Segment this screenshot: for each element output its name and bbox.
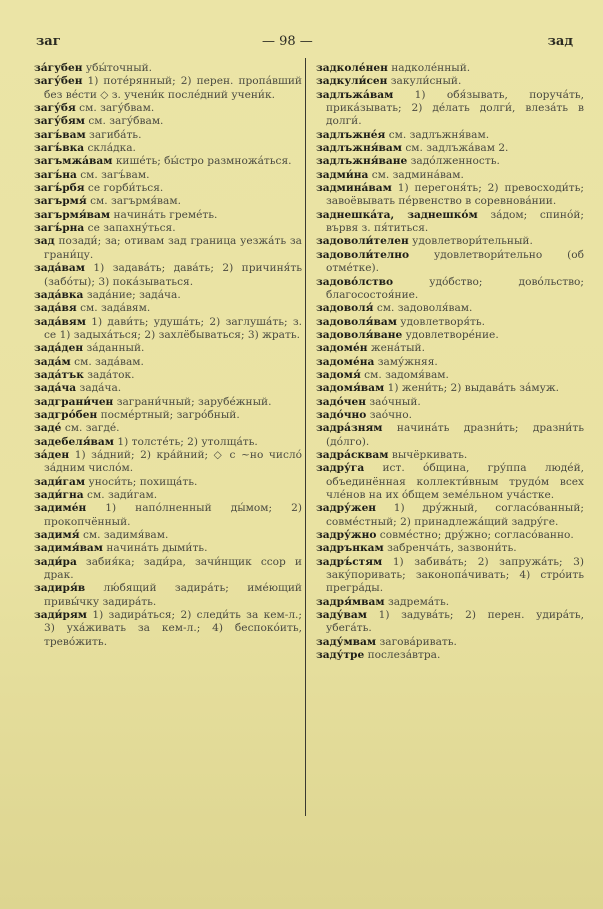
headword: загърмя́ bbox=[34, 195, 87, 208]
dictionary-entry bbox=[34, 356, 302, 369]
headword: задо́чен bbox=[316, 395, 366, 408]
headword: задоволя́ване bbox=[316, 328, 403, 341]
headword: за́ден bbox=[34, 448, 70, 461]
headword: задлъжня́ване bbox=[316, 155, 408, 168]
definition: се запахну́ться. bbox=[87, 222, 176, 235]
headword: задомя́вам bbox=[316, 382, 385, 395]
headword: задра́зням bbox=[316, 422, 383, 435]
headword: задру́га bbox=[316, 462, 365, 475]
dictionary-entry bbox=[34, 209, 302, 222]
definition: забренча́ть, зазвони́ть. bbox=[387, 542, 517, 555]
dictionary-entry bbox=[34, 556, 302, 583]
definition: загрaни́чный; зарубе́жный. bbox=[116, 395, 272, 408]
dictionary-entry bbox=[34, 436, 302, 449]
headword: задра́сквам bbox=[316, 448, 389, 461]
headword: заду́мвам bbox=[316, 635, 377, 648]
dictionary-entry bbox=[316, 502, 584, 529]
right-guide-word: зад bbox=[547, 34, 573, 49]
headword: зада́тък bbox=[34, 368, 84, 381]
headword: задгро́бен bbox=[34, 408, 98, 421]
definition: удовлетворе́ние. bbox=[405, 328, 499, 341]
headword: зада́вам bbox=[34, 262, 85, 275]
dictionary-entry bbox=[316, 276, 584, 303]
headword: задлъжня́вам bbox=[316, 142, 402, 155]
definition: 1) дру́жный, согласо́ванный; совме́стный; 2) принадлежа́щий задру́ге. bbox=[326, 502, 584, 528]
headword: загъмжа́вам bbox=[34, 155, 113, 168]
headword: загу́бен bbox=[34, 75, 83, 88]
dictionary-entry bbox=[34, 75, 302, 102]
headword: задкули́сен bbox=[316, 75, 388, 88]
definition: начина́ть греме́ть. bbox=[113, 208, 218, 221]
definition: 1) поте́рянный; 2) перен. пропа́вший без ве́сти ◇ з. учени́к после́дний учени́к. bbox=[44, 75, 302, 101]
definition: начина́ть дыми́ть. bbox=[106, 542, 208, 555]
dictionary-entry bbox=[34, 422, 302, 435]
definition: вычёркивать. bbox=[391, 448, 468, 461]
headword: задколе́нен bbox=[316, 62, 388, 74]
headword: заду́тре bbox=[316, 649, 365, 662]
dictionary-entry bbox=[34, 369, 302, 382]
definition: зао́чно. bbox=[369, 408, 412, 421]
dictionary-entry bbox=[316, 249, 584, 276]
definition: уноси́ть; похища́ть. bbox=[88, 475, 198, 488]
dictionary-entry bbox=[316, 182, 584, 209]
dictionary-entry bbox=[316, 89, 584, 129]
dictionary-entry bbox=[34, 235, 302, 262]
dictionary-entry bbox=[34, 609, 302, 649]
dictionary-entry bbox=[34, 62, 302, 75]
headword: задоме́н bbox=[316, 342, 368, 355]
definition: см. зада́вям. bbox=[80, 302, 151, 315]
headword: загъ́рбя bbox=[34, 182, 85, 195]
definition: за́данный. bbox=[86, 342, 145, 355]
definition: см. зада́вам. bbox=[74, 355, 144, 368]
definition: 1) задава́ть; дава́ть; 2) причиня́ть (забо́ты); 3) пока́зываться. bbox=[44, 262, 302, 288]
headword: зади́гам bbox=[34, 475, 86, 488]
definition: задо́лженность. bbox=[410, 155, 500, 168]
definition: скла́дка. bbox=[87, 142, 136, 155]
dictionary-entry bbox=[316, 396, 584, 409]
dictionary-entry bbox=[316, 62, 584, 75]
headword: задми́на bbox=[316, 168, 369, 181]
definition: 1) за́дний; 2) кра́йний; ◇ с ~но число́ за́дним число́м. bbox=[44, 448, 302, 475]
page-number: — 98 — bbox=[262, 34, 313, 49]
dictionary-entry bbox=[316, 409, 584, 422]
headword: задимя́вам bbox=[34, 542, 103, 555]
headword: загъ́на bbox=[34, 168, 77, 181]
dictionary-entry bbox=[316, 649, 584, 662]
headword: зада́вка bbox=[34, 288, 84, 301]
headword: задлъжа́вам bbox=[316, 88, 394, 101]
dictionary-entry bbox=[316, 209, 584, 236]
definition: совме́стно; дру́жно; согласо́ванно. bbox=[379, 529, 574, 542]
headword: задлъжне́я bbox=[316, 128, 386, 141]
headword: задоволи́телно bbox=[316, 248, 410, 261]
dictionary-entry bbox=[316, 422, 584, 449]
definition: 1) перегоня́ть; 2) превосходи́ть; завоёвывать пе́рвенство в соревнова́нии. bbox=[326, 182, 584, 208]
definition: 1) задува́ть; 2) перен. удира́ть, убега́ть. bbox=[326, 609, 585, 635]
definition: начина́ть дразни́ть; дразни́ть (до́лго). bbox=[326, 422, 584, 448]
headword: задграни́чен bbox=[34, 395, 114, 408]
dictionary-entry bbox=[34, 529, 302, 542]
definition: зада́ток. bbox=[87, 368, 135, 381]
headword: загъ́вка bbox=[34, 142, 85, 155]
definition: удо́бство; дово́льство; благосостоя́ние. bbox=[326, 275, 584, 301]
definition: 1) задира́ться; 2) следи́ть за кем-л.; 3) уха́живать за кем-л.; 4) беспоко́ить, трево́жить. bbox=[44, 609, 302, 648]
definition: забия́ка; зади́ра, зачи́нщик ссор и драк. bbox=[44, 555, 302, 582]
headword: задря́мвам bbox=[316, 595, 385, 608]
dictionary-entry bbox=[316, 529, 584, 542]
definition: см. задомя́вам. bbox=[364, 368, 449, 381]
dictionary-entry bbox=[316, 382, 584, 395]
headword: зада́ден bbox=[34, 342, 84, 355]
dictionary-entry bbox=[316, 596, 584, 609]
dictionary-entry bbox=[34, 489, 302, 502]
definition: за́дом; спино́й; вървя з. пя́титься. bbox=[326, 208, 584, 235]
headword: задоволи́телен bbox=[316, 235, 409, 248]
dictionary-entry bbox=[34, 129, 302, 142]
dictionary-entry bbox=[316, 369, 584, 382]
dictionary-entry bbox=[316, 609, 584, 636]
dictionary-entry bbox=[316, 449, 584, 462]
dictionary-entry bbox=[34, 262, 302, 289]
dictionary-entry bbox=[34, 502, 302, 529]
definition: надколе́нный. bbox=[391, 62, 471, 74]
definition: зада́ние; зада́ча. bbox=[86, 288, 181, 301]
headword: задмина́вам bbox=[316, 182, 392, 195]
left-guide-word: заг bbox=[36, 34, 61, 49]
dictionary-entry bbox=[34, 382, 302, 395]
dictionary-entry bbox=[34, 195, 302, 208]
headword: зада́м bbox=[34, 355, 71, 368]
column-divider bbox=[305, 58, 306, 816]
definition: загиба́ть. bbox=[89, 128, 142, 141]
headword: задо́чно bbox=[316, 408, 367, 421]
dictionary-entry bbox=[316, 316, 584, 329]
definition: посме́ртный; загро́бный. bbox=[100, 408, 240, 421]
dictionary-entry bbox=[34, 182, 302, 195]
definition: см. задоволя́вам. bbox=[376, 302, 473, 315]
headword: задиме́н bbox=[34, 502, 87, 515]
dictionary-entry bbox=[34, 396, 302, 409]
definition: 1) дави́ть; удуша́ть; 2) заглуша́ть; з. се 1) задыха́ться; 2) захлёбываться; 3) жрать. bbox=[44, 315, 302, 341]
dictionary-entry bbox=[316, 155, 584, 168]
headword: задру́жно bbox=[316, 529, 377, 542]
right-column bbox=[316, 62, 584, 662]
dictionary-entry bbox=[34, 142, 302, 155]
headword: задру́жен bbox=[316, 502, 377, 515]
definition: см. загде́. bbox=[64, 422, 120, 435]
definition: заму́жняя. bbox=[377, 355, 438, 368]
definition: удовлетвори́тельный. bbox=[412, 235, 533, 248]
headword: загу́бя bbox=[34, 102, 76, 115]
definition: 1) напо́лненный ды́мом; 2) прокопчённый. bbox=[44, 502, 302, 528]
headword: загърмя́вам bbox=[34, 208, 111, 221]
headword: задиря́в bbox=[34, 582, 86, 595]
dictionary-entry bbox=[34, 222, 302, 235]
dictionary-entry bbox=[316, 75, 584, 88]
headword: задомя́ bbox=[316, 368, 361, 381]
dictionary-entry bbox=[34, 409, 302, 422]
dictionary-entry bbox=[316, 142, 584, 155]
headword: загъ́рна bbox=[34, 222, 85, 235]
definition: ист. о́бщина, гру́ппа люде́й, объединённая коллекти́вным трудо́м всех чле́нов на их о́бщем земе́льном уча́стке. bbox=[326, 462, 584, 501]
definition: см. загу́бвам. bbox=[79, 102, 155, 115]
headword: загу́бям bbox=[34, 115, 85, 128]
dictionary-entry bbox=[316, 636, 584, 649]
definition: 1) забива́ть; 2) запружа́ть; 3) заку́поривать; законопа́чивать; 4) стро́ить прегра́ды. bbox=[326, 555, 585, 595]
headword: зада́вям bbox=[34, 315, 86, 328]
definition: жена́тый. bbox=[370, 342, 425, 355]
dictionary-entry bbox=[34, 302, 302, 315]
headword: зада́ча bbox=[34, 382, 77, 395]
dictionary-entry bbox=[34, 476, 302, 489]
definition: зада́ча. bbox=[79, 382, 122, 395]
headword: зади́рям bbox=[34, 609, 87, 622]
headword: задоволя́вам bbox=[316, 315, 397, 328]
headword: задрънкам bbox=[316, 542, 384, 555]
definition: позади́; за; отивам зад граница уезжа́ть за грани́цу. bbox=[44, 235, 302, 261]
definition: 1) обя́зывать, поруча́ть, прика́зывать; 2) де́лать долги́, влеза́ть в долги́. bbox=[326, 88, 584, 128]
definition: см. загъ́вам. bbox=[80, 168, 150, 181]
definition: се горби́ться. bbox=[87, 182, 164, 195]
dictionary-entry bbox=[316, 329, 584, 342]
headword: задоме́на bbox=[316, 355, 375, 368]
headword: задебеля́вам bbox=[34, 435, 114, 448]
definition: см. задлъжня́вам. bbox=[388, 128, 490, 141]
dictionary-entry bbox=[34, 582, 302, 609]
definition: см. зади́гам. bbox=[87, 489, 158, 501]
definition: задрема́ть. bbox=[387, 595, 450, 608]
headword: заднешка́та, заднешко́м bbox=[316, 208, 478, 221]
definition: кише́ть; бы́стро размножа́ться. bbox=[115, 155, 292, 168]
headword: заду́вам bbox=[316, 609, 367, 622]
definition: закули́сный. bbox=[390, 75, 462, 88]
dictionary-entry bbox=[316, 342, 584, 355]
dictionary-entry bbox=[316, 462, 584, 502]
headword: задово́лство bbox=[316, 275, 394, 288]
headword: задръ́стям bbox=[316, 555, 383, 568]
definition: зао́чный. bbox=[369, 395, 421, 408]
definition: см. загърмя́вам. bbox=[90, 195, 181, 208]
dictionary-entry bbox=[34, 542, 302, 555]
dictionary-entry bbox=[316, 542, 584, 555]
definition: загова́ривать. bbox=[379, 635, 457, 648]
headword: задоволя́ bbox=[316, 302, 374, 315]
dictionary-entry bbox=[34, 115, 302, 128]
definition: 1) толсте́ть; 2) утолща́ть. bbox=[117, 435, 258, 448]
dictionary-entry bbox=[34, 449, 302, 476]
definition: послеза́втра. bbox=[367, 649, 441, 662]
headword: зади́гна bbox=[34, 489, 84, 501]
definition: см. задмина́вам. bbox=[371, 168, 464, 181]
definition: 1) жени́ть; 2) выдава́ть за́муж. bbox=[387, 382, 559, 395]
dictionary-entry bbox=[316, 169, 584, 182]
definition: убы́точный. bbox=[85, 62, 153, 74]
headword: заде́ bbox=[34, 422, 62, 435]
headword: за́губен bbox=[34, 62, 83, 74]
dictionary-entry bbox=[34, 169, 302, 182]
dictionary-entry bbox=[34, 316, 302, 343]
dictionary-entry bbox=[316, 302, 584, 315]
definition: лю́бящий задира́ть; име́ющий привы́чку задира́ть. bbox=[44, 582, 302, 608]
dictionary-entry bbox=[316, 235, 584, 248]
definition: удовлетвори́тельно (об отме́тке). bbox=[326, 248, 585, 275]
dictionary-entry bbox=[316, 129, 584, 142]
headword: зади́ра bbox=[34, 555, 77, 568]
dictionary-entry bbox=[316, 556, 584, 596]
definition: см. загу́бвам. bbox=[88, 115, 164, 128]
headword: зада́вя bbox=[34, 302, 77, 315]
dictionary-entry bbox=[34, 289, 302, 302]
headword: задимя́ bbox=[34, 529, 80, 542]
dictionary-entry bbox=[34, 342, 302, 355]
definition: см. задимя́вам. bbox=[82, 529, 169, 542]
headword: зад bbox=[34, 235, 55, 248]
left-column bbox=[34, 62, 302, 649]
dictionary-entry bbox=[316, 356, 584, 369]
definition: удовлетворя́ть. bbox=[400, 315, 486, 328]
headword: загъ́вам bbox=[34, 128, 86, 141]
dictionary-entry bbox=[34, 155, 302, 168]
dictionary-entry bbox=[34, 102, 302, 115]
definition: см. задлъжа́вам 2. bbox=[405, 142, 509, 155]
